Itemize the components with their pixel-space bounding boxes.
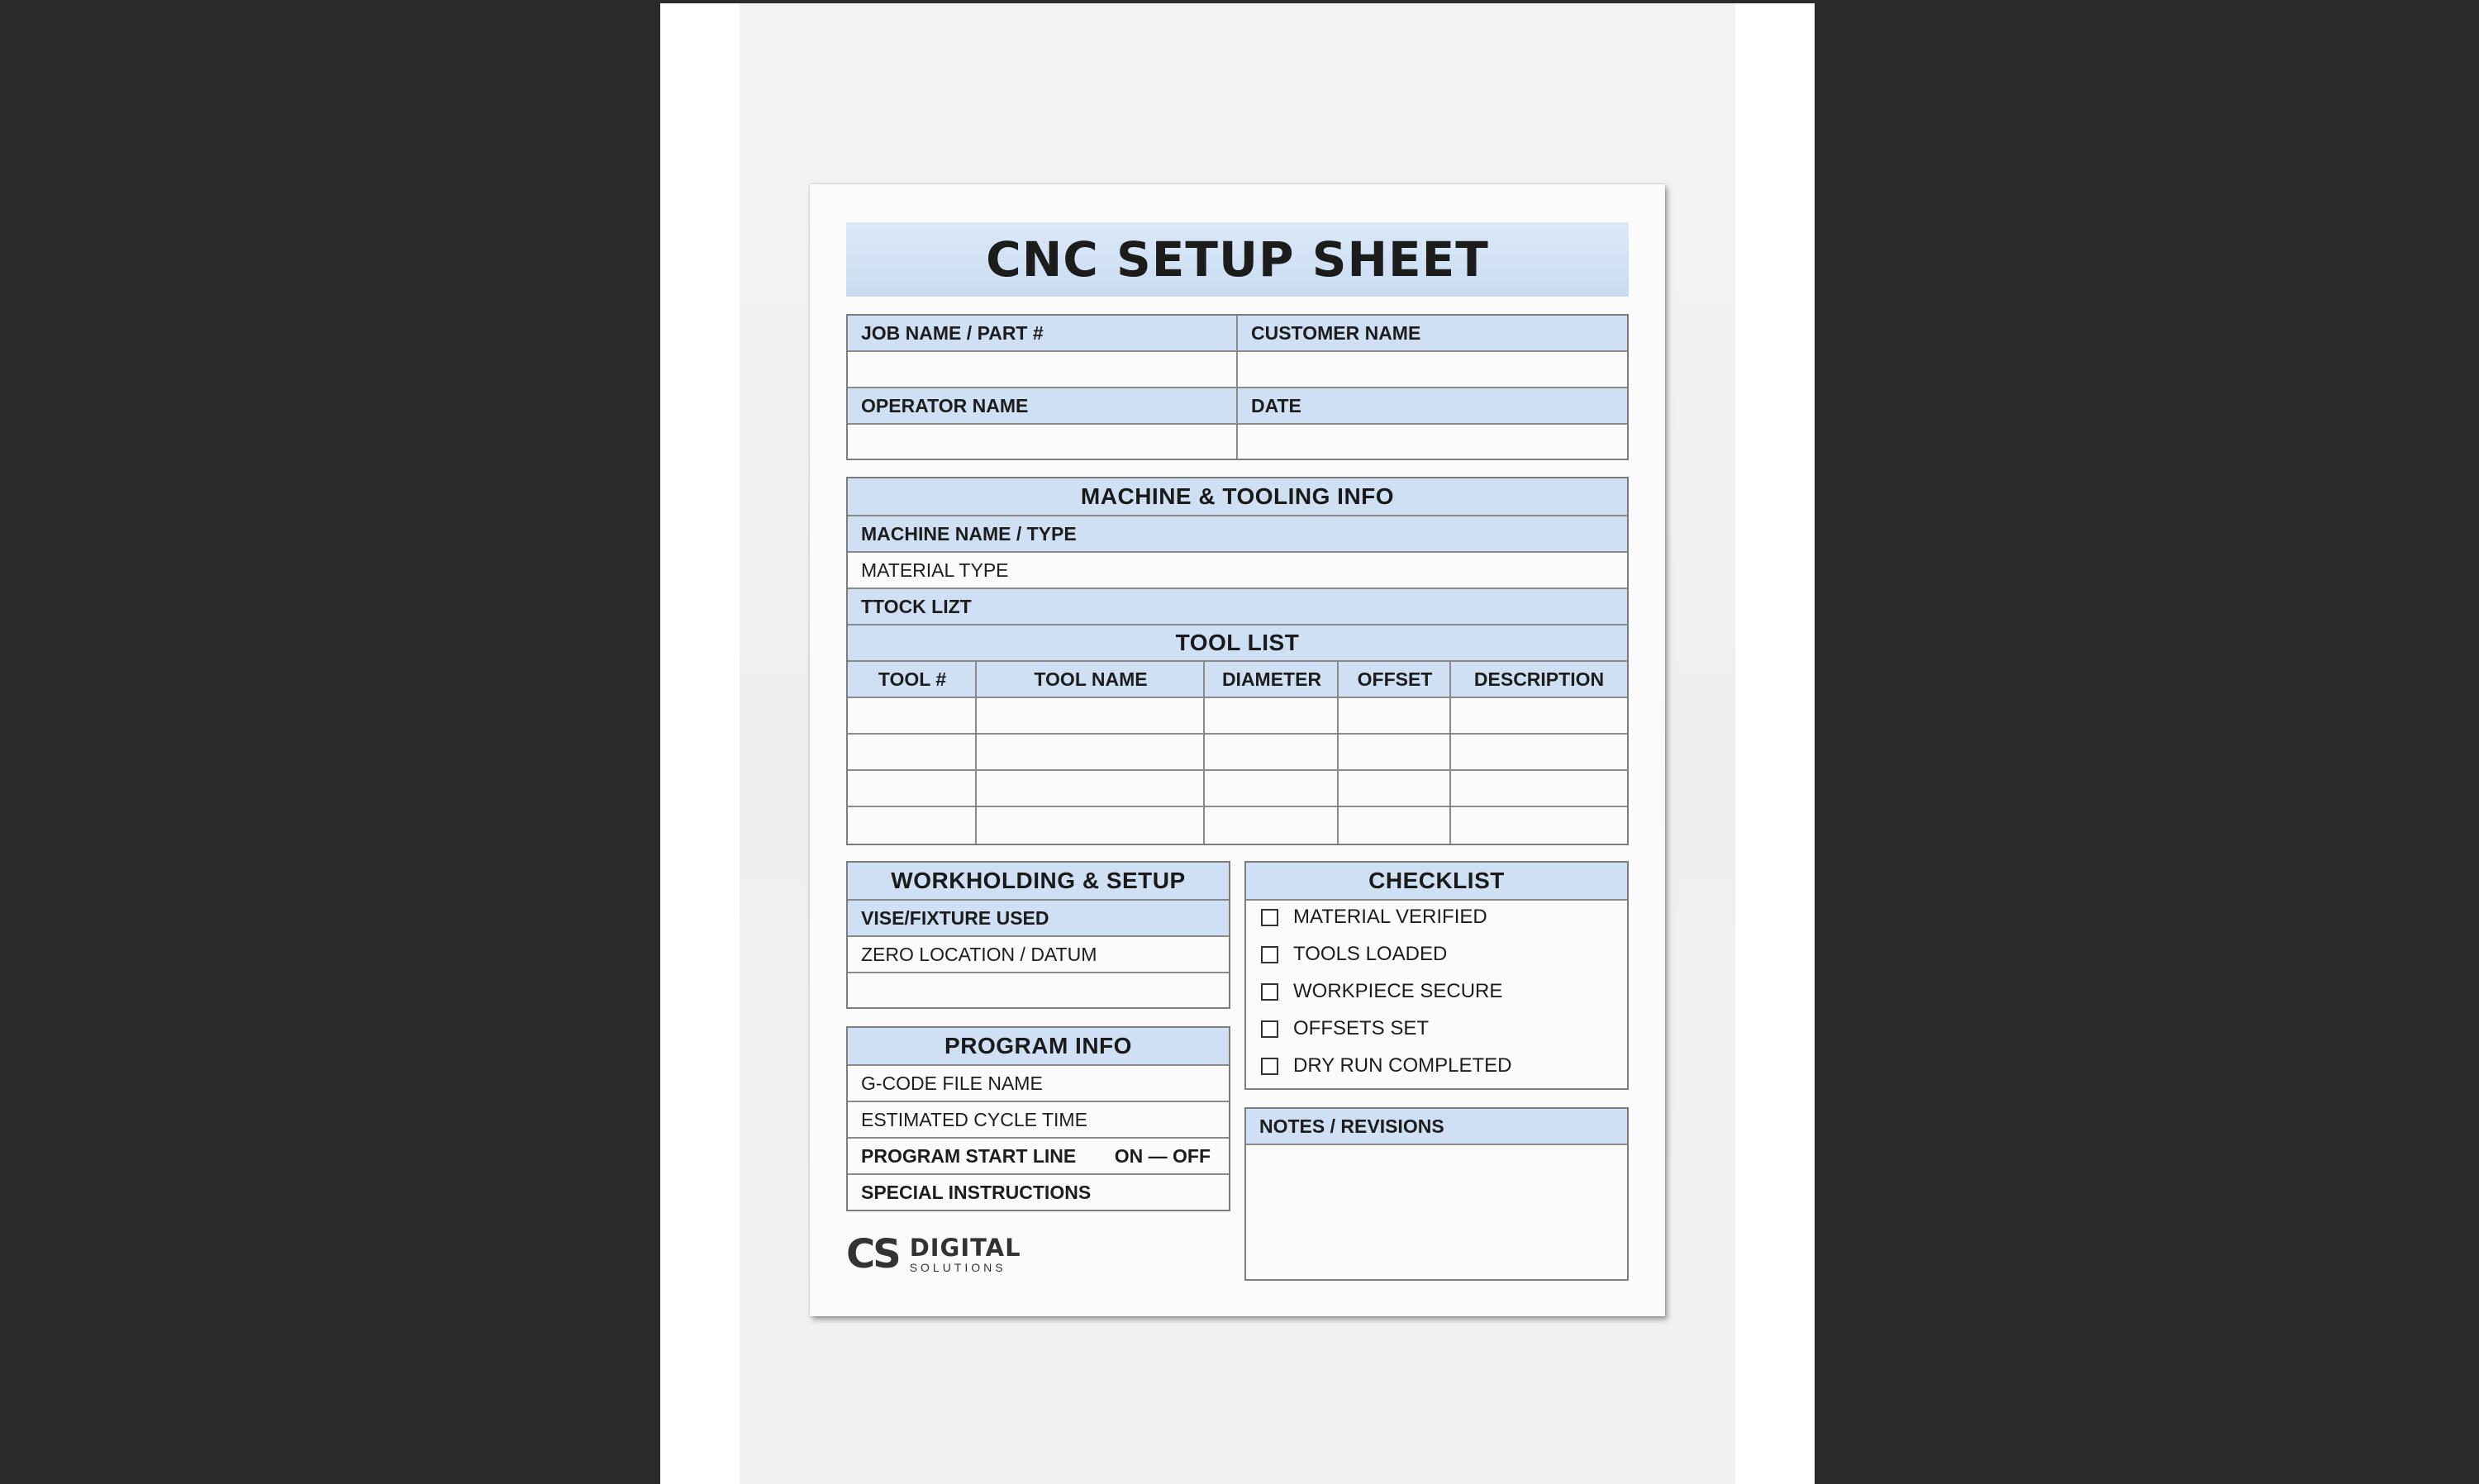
cycle-time-row[interactable] [848, 1102, 1229, 1139]
tool-list-title: TOOL LIST [1175, 630, 1300, 655]
stock-list-label: TTOCK LIZT [861, 595, 972, 617]
material-type-label: MATERIAL TYPE [861, 559, 1009, 581]
operator-name-field[interactable] [848, 425, 1238, 459]
checklist-item-label: OFFSETS SET [1293, 1017, 1430, 1039]
checklist-item[interactable] [1261, 1012, 1429, 1045]
machine-name-label: MACHINE NAME / TYPE [861, 522, 1077, 545]
checklist-title: CHECKLIST [1368, 868, 1505, 893]
special-instructions-row[interactable] [848, 1175, 1229, 1210]
workholding-box [846, 861, 1230, 1009]
date-field[interactable] [1238, 425, 1627, 459]
customer-name-label: CUSTOMER NAME [1251, 321, 1421, 344]
machine-tooling-title: MACHINE & TOOLING INFO [1080, 483, 1395, 509]
setup-sheet [810, 184, 1665, 1316]
checkbox[interactable] [1261, 909, 1278, 926]
checkbox[interactable] [1261, 1058, 1278, 1075]
material-type-row[interactable] [848, 553, 1627, 589]
checkbox[interactable] [1261, 946, 1278, 963]
brand-logo [846, 1231, 1021, 1277]
logo-mark: CS [846, 1231, 898, 1277]
notes-title: NOTES / REVISIONS [1259, 1115, 1444, 1137]
checkbox[interactable] [1261, 983, 1278, 1001]
header-fields-box [846, 314, 1629, 460]
checklist-item[interactable] [1261, 975, 1502, 1008]
program-start-row[interactable] [848, 1139, 1229, 1175]
tool-col-divider [1449, 662, 1451, 844]
col-offset: OFFSET [1357, 668, 1433, 690]
col-description: DESCRIPTION [1473, 668, 1605, 690]
stock-list-row[interactable] [848, 589, 1627, 625]
col-tool-number: TOOL # [878, 668, 947, 690]
col-diameter: DIAMETER [1221, 668, 1322, 690]
program-info-header [848, 1028, 1229, 1066]
checklist-item-label: DRY RUN COMPLETED [1293, 1054, 1512, 1077]
notes-header [1246, 1109, 1627, 1145]
tool-list-column-header [848, 662, 1627, 698]
zero-location-row[interactable] [848, 937, 1229, 973]
logo-text-solutions: SOLUTIONS [909, 1260, 1006, 1274]
gcode-file-row[interactable] [848, 1066, 1229, 1102]
checkbox[interactable] [1261, 1020, 1278, 1038]
job-name-label: JOB NAME / PART # [861, 321, 1044, 344]
tool-list-row[interactable] [848, 698, 1627, 735]
special-instructions-label: SPECIAL INSTRUCTIONS [861, 1181, 1092, 1203]
tool-list-row[interactable] [848, 735, 1627, 771]
operator-name-label: OPERATOR NAME [861, 394, 1029, 416]
checklist-item[interactable] [1261, 901, 1487, 934]
tool-list-row[interactable] [848, 807, 1627, 844]
customer-name-field[interactable] [1238, 352, 1627, 387]
on-off-toggle[interactable]: ON — OFF [1114, 1144, 1211, 1167]
notes-box [1244, 1107, 1629, 1281]
vise-fixture-label: VISE/FIXTURE USED [861, 906, 1049, 929]
sheet-title-bar [846, 222, 1629, 297]
machine-tooling-header [848, 478, 1627, 516]
checklist-header [1246, 863, 1627, 901]
gcode-file-label: G-CODE FILE NAME [861, 1072, 1043, 1094]
workholding-header [848, 863, 1229, 901]
checklist-item[interactable] [1261, 1049, 1512, 1082]
tool-list-header [848, 625, 1627, 662]
cycle-time-label: ESTIMATED CYCLE TIME [861, 1108, 1087, 1130]
checklist-item-label: WORKPIECE SECURE [1293, 980, 1503, 1002]
program-start-label: PROGRAM START LINE [861, 1144, 1077, 1167]
workholding-blank-row[interactable] [848, 973, 1229, 1007]
tool-col-divider [975, 662, 977, 844]
machine-tooling-box [846, 477, 1629, 845]
tool-list-row[interactable] [848, 771, 1627, 807]
vise-fixture-row[interactable] [848, 901, 1229, 937]
col-tool-name: TOOL NAME [1034, 668, 1148, 690]
workholding-title: WORKHOLDING & SETUP [891, 868, 1186, 893]
tool-col-divider [1203, 662, 1205, 844]
machine-name-row[interactable] [848, 516, 1627, 553]
header-divider [1236, 316, 1238, 459]
job-name-field[interactable] [848, 352, 1238, 387]
program-info-title: PROGRAM INFO [944, 1033, 1132, 1058]
sheet-title: CNC SETUP SHEET [986, 231, 1489, 288]
checklist-item-label: MATERIAL VERIFIED [1293, 906, 1487, 928]
checklist-box [1244, 861, 1629, 1090]
tool-col-divider [1337, 662, 1339, 844]
notes-field[interactable] [1246, 1145, 1627, 1279]
checklist-item-label: TOOLS LOADED [1293, 943, 1448, 965]
date-label: DATE [1251, 394, 1301, 416]
checklist-item[interactable] [1261, 938, 1447, 971]
logo-text-digital: DIGITAL [909, 1233, 1021, 1262]
zero-location-label: ZERO LOCATION / DATUM [861, 943, 1097, 965]
program-info-box [846, 1026, 1230, 1211]
